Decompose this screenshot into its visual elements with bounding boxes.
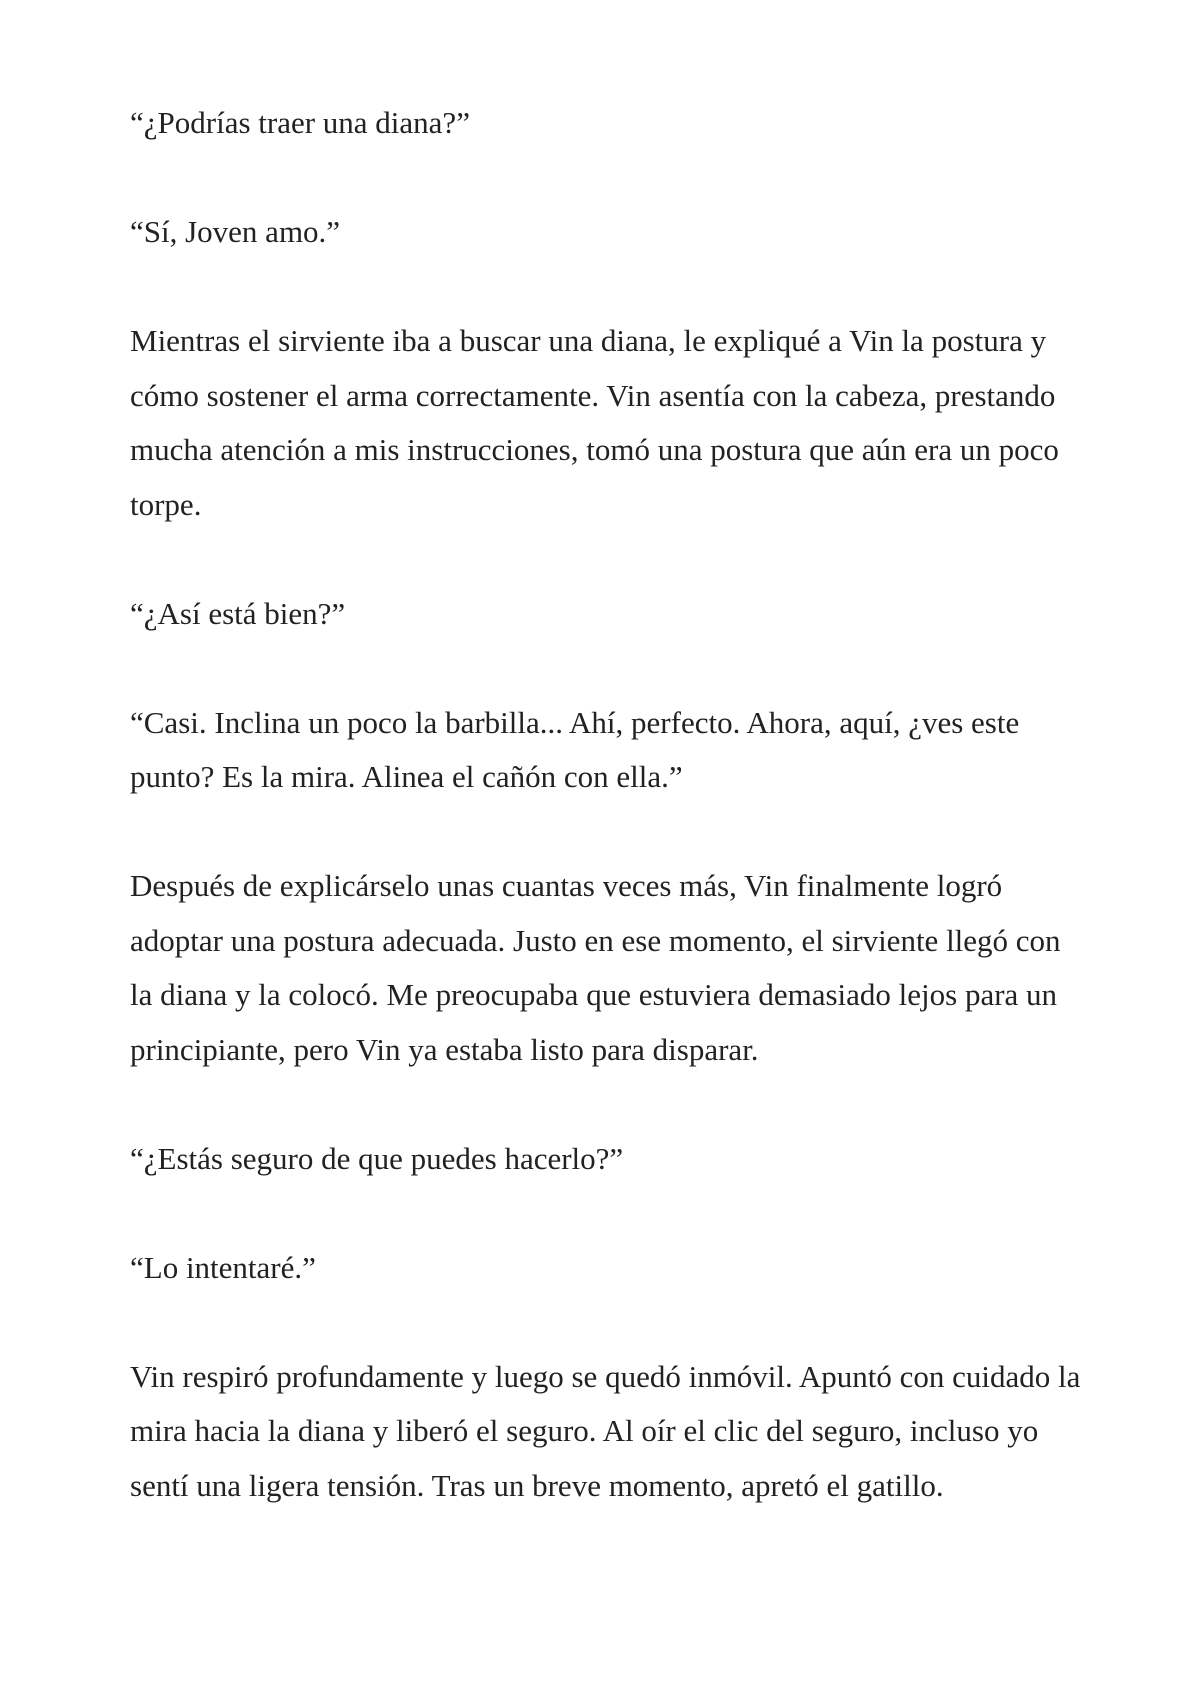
dialogue-paragraph: “¿Estás seguro de que puedes hacerlo?” (130, 1140, 624, 1176)
dialogue-paragraph: “Sí, Joven amo.” (130, 214, 341, 249)
dialogue-paragraph: “Casi. Inclina un poco la barbilla... Ahí, perfecto. Ahora, aquí, ¿ves este punto? Es la mira. Alinea el cañón con ella.” (130, 704, 1020, 794)
narrative-paragraph: Vin respiró profundamente y luego se quedó inmóvil. Apuntó con cuidado la mira hacia la diana y liberó el seguro. Al oír el clic del seguro, incluso yo sentí una ligera tensión. Tras un breve momento, apretó el gatillo. (130, 1358, 1081, 1503)
narrative-paragraph: Después de explicárselo unas cuantas veces más, Vin finalmente logró adoptar una postura adecuada. Justo en ese momento, el sirviente llegó con la diana y la colocó. Me preocupaba que estuviera demasiado lejos para un principiante, pero Vin ya estaba listo para disparar. (130, 868, 1061, 1067)
narrative-paragraph: Mientras el sirviente iba a buscar una diana, le expliqué a Vin la postura y cómo sostener el arma correctamente. Vin asentía con la cabeza, prestando mucha atención a mis instrucciones, tomó una postura que aún era un poco torpe. (130, 323, 1059, 522)
dialogue-paragraph: “¿Podrías traer una diana?” (130, 105, 470, 140)
dialogue-paragraph: “¿Así está bien?” (130, 595, 346, 631)
document-page (130, 96, 1090, 1513)
dialogue-paragraph: “Lo intentaré.” (130, 1249, 316, 1285)
